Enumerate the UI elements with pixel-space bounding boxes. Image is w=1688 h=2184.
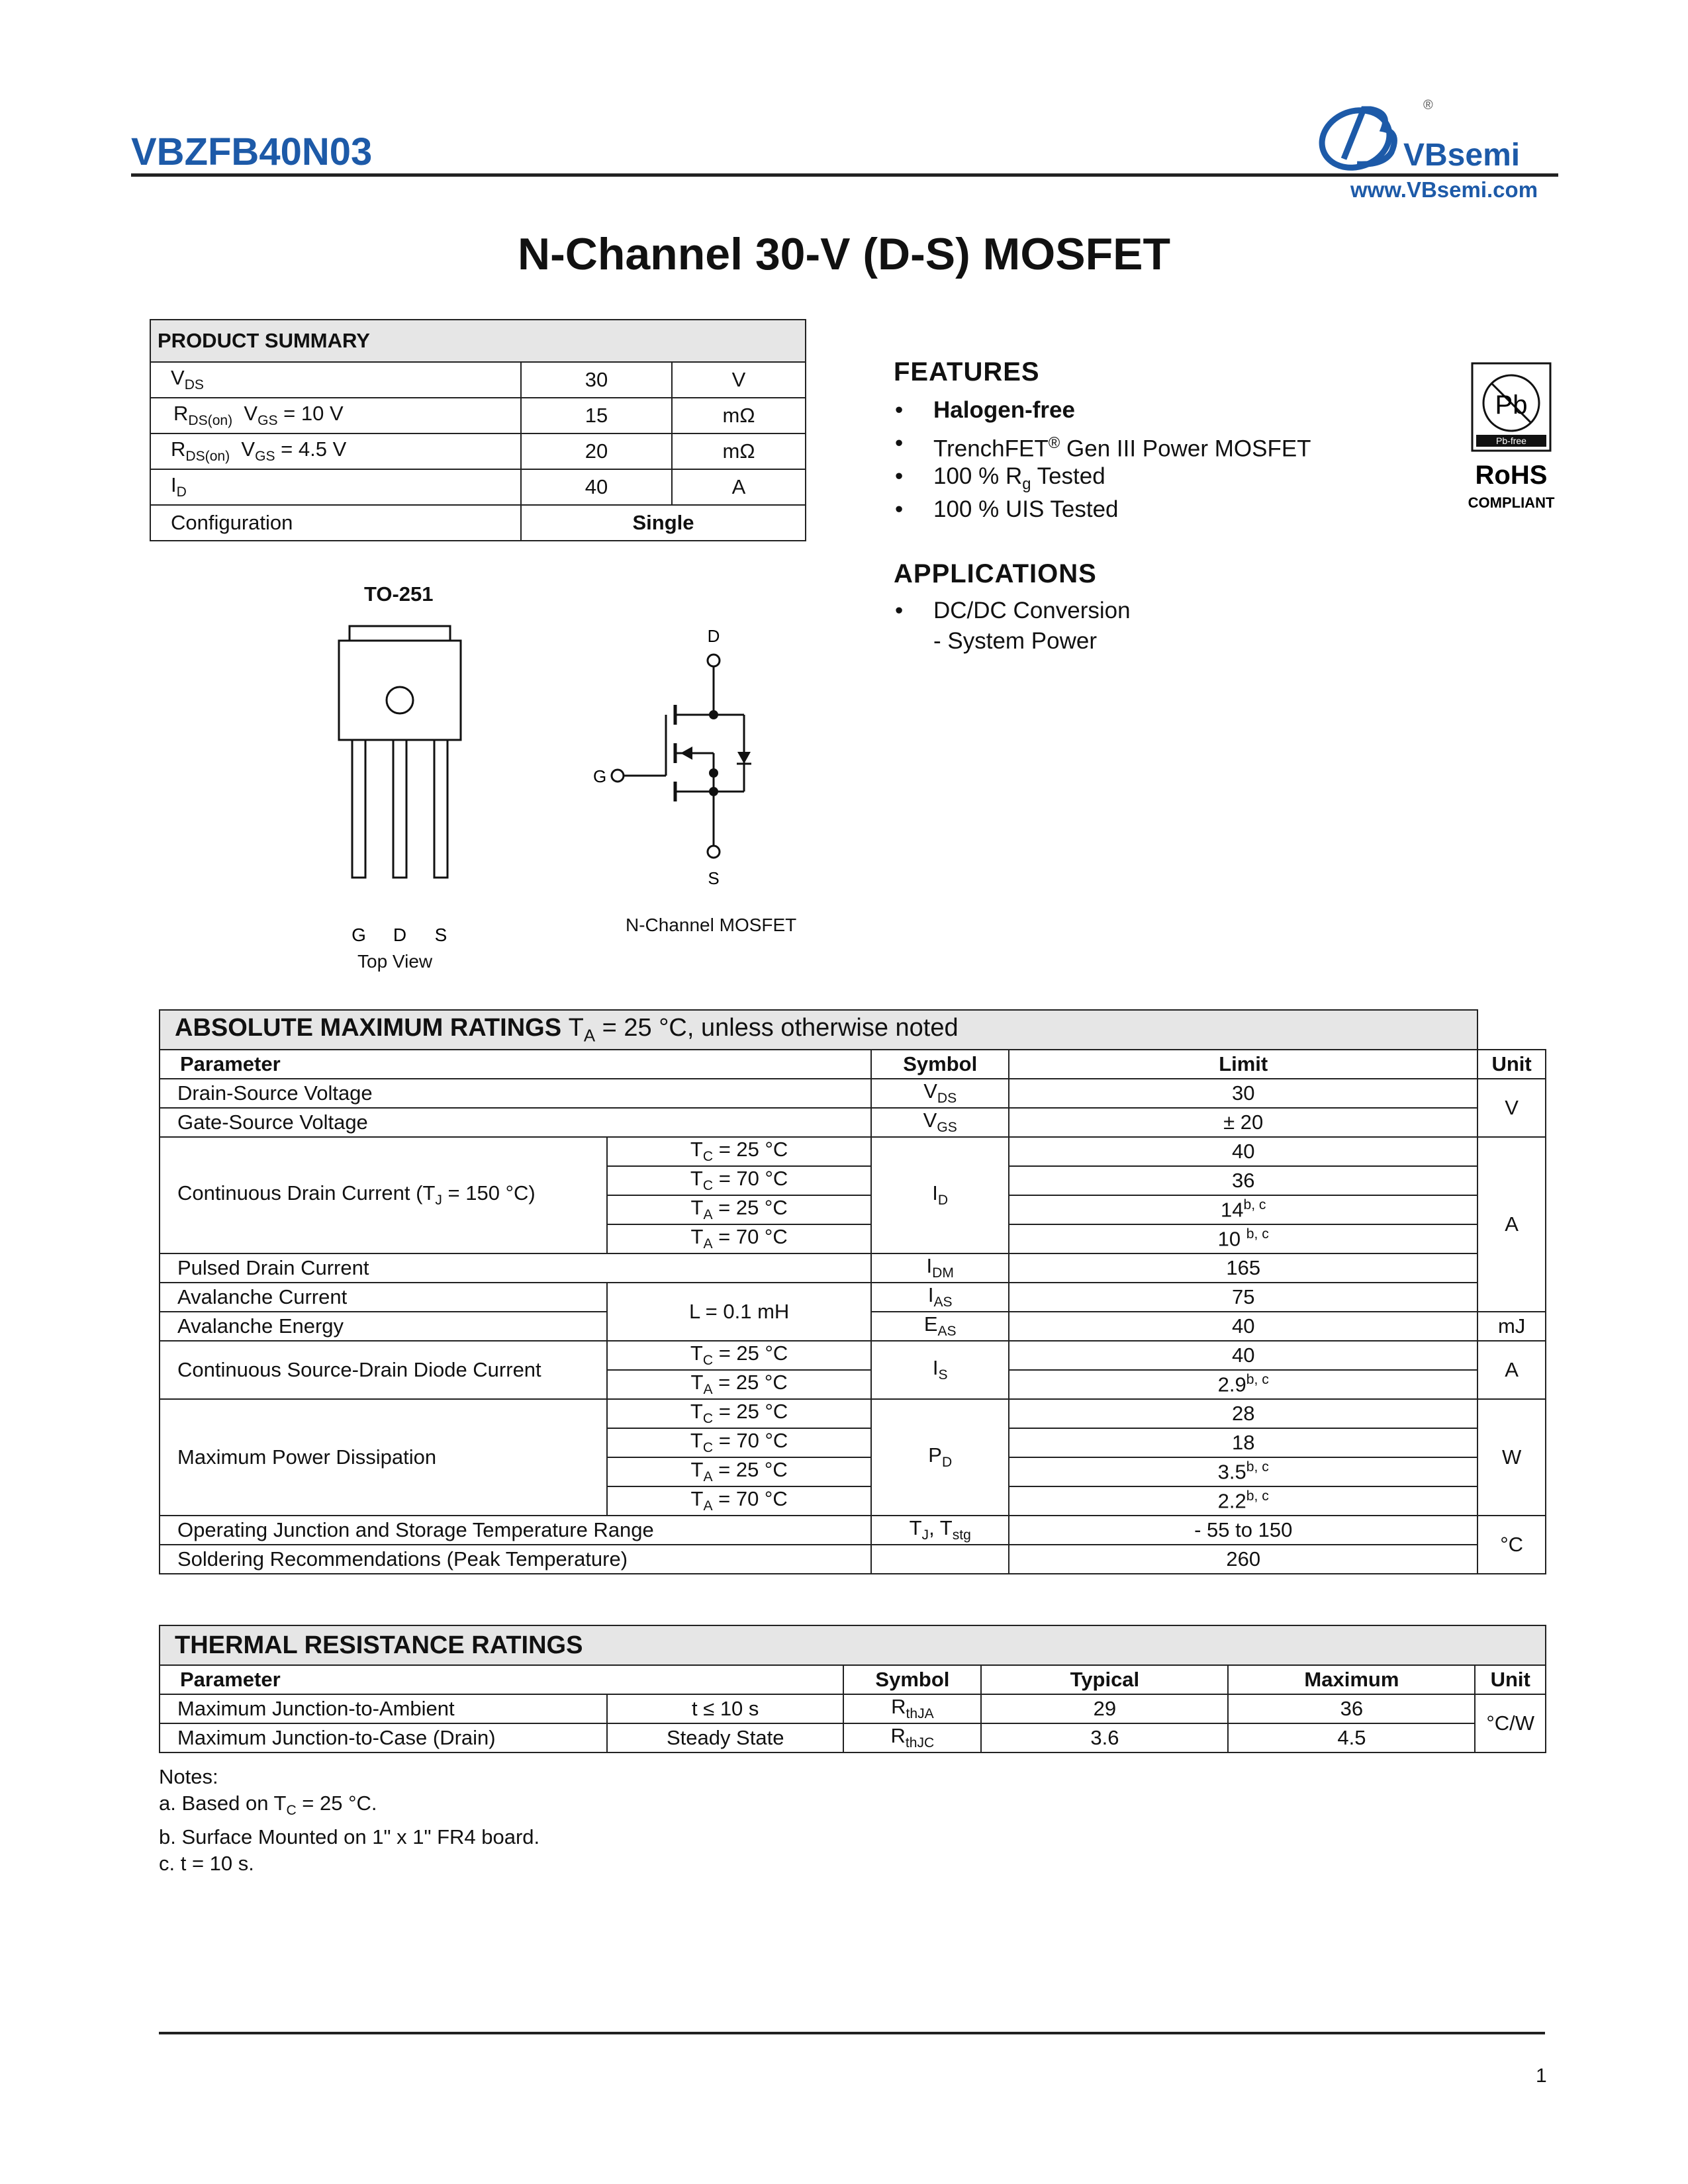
table-row: Soldering Recommendations (Peak Temperature) 260 [160, 1545, 1546, 1574]
thermal-resistance-table [159, 1625, 1546, 1753]
rohs-label: RoHS [1475, 461, 1548, 490]
mosfet-caption: N-Channel MOSFET [626, 915, 797, 935]
id-unit: A [672, 469, 806, 505]
table-row [150, 505, 806, 541]
footer-rule [159, 2032, 1545, 2034]
rds-10v-unit: mΩ [672, 398, 806, 433]
features-heading: FEATURES [894, 357, 1040, 387]
rds-4v5-unit: mΩ [672, 433, 806, 469]
table-row: $T_A = 25$ °C 14$^{b, c}$ [160, 1195, 1546, 1224]
table-row: $T_A = 70$ °C 2.2$^{b, c}$ [160, 1486, 1546, 1516]
table-row: Drain-Source Voltage $V_{DS}$ 30 V [160, 1079, 1546, 1108]
rohs-compliant: COMPLIANT [1468, 494, 1555, 511]
table-row: $T_A = 70$ °C 10 $^{b, c}$ [160, 1224, 1546, 1253]
thermal-heading: THERMAL RESISTANCE RATINGS [160, 1625, 1546, 1665]
config-label: Configuration [150, 505, 521, 541]
table-header-row: Parameter Symbol Limit Unit [160, 1050, 1546, 1079]
id-value: 40 [521, 469, 672, 505]
package-name: TO-251 [364, 582, 434, 606]
list-item: • 100 % UIS Tested [895, 496, 1119, 522]
table-header-row: Parameter Symbol Typical Maximum Unit [160, 1665, 1546, 1694]
table-row: Gate-Source Voltage $V_{GS}$ ± 20 [160, 1108, 1546, 1137]
website-link[interactable]: www.VBsemi.com [1350, 177, 1538, 202]
abs-max-heading: ABSOLUTE MAXIMUM RATINGS $T_A = 25$ °C, unless otherwise noted [160, 1010, 1477, 1050]
table-row: $R_{DS(on)}$ $V_{GS} = 10$ V 15 mΩ [150, 398, 806, 433]
page-number: 1 [1536, 2065, 1547, 2087]
gate-label: G [593, 766, 607, 786]
table-row: $V_{DS}$ 30 V [150, 362, 806, 398]
table-row: Pulsed Drain Current $I_{DM}$ 165 [160, 1253, 1546, 1283]
applications-heading: APPLICATIONS [894, 559, 1097, 588]
table-row: $I_D$ 40 A [150, 469, 806, 505]
table-row: Operating Junction and Storage Temperature Range $T_J$, $T_{stg}$ - 55 to 150 °C [160, 1516, 1546, 1545]
document-title: N-Channel 30-V (D-S) MOSFET [517, 229, 1171, 279]
pin-d-label: D [393, 925, 407, 945]
table-row: Maximum Junction-to-Ambient t ≤ 10 s $R_{thJA}$ 29 36 °C/W [160, 1694, 1546, 1723]
to251-package-drawing [331, 622, 477, 945]
product-summary-table [150, 319, 806, 541]
drain-label: D [707, 626, 720, 646]
table-row: Maximum Power Dissipation $T_C = 25$ °C $P_D$ 28 W [160, 1399, 1546, 1428]
mosfet-schematic-symbol [576, 622, 814, 900]
table-row: Maximum Junction-to-Case (Drain) Steady State $R_{thJC}$ 3.6 4.5 [160, 1723, 1546, 1752]
list-item: • DC/DC Conversion [895, 598, 1131, 623]
table-row: $T_C = 70$ °C 36 [160, 1166, 1546, 1195]
rds-4v5-value: 20 [521, 433, 672, 469]
table-row: $T_A = 25$ °C 2.9$^{b, c}$ [160, 1370, 1546, 1399]
list-item: • Halogen-free [895, 397, 1075, 423]
list-item: • TrenchFET® Gen III Power MOSFET [895, 430, 1311, 462]
vbsemi-logo [1317, 93, 1582, 179]
applications-list [895, 596, 1425, 657]
notes: Notes: a. Based on $T_C = 25$ °C. b. Surface Mounted on 1" x 1" FR4 board. c. t = 10 s. [159, 1765, 540, 1876]
part-number: VBZFB40N03 [131, 130, 373, 173]
table-row: Avalanche Energy $E_{AS}$ 40 mJ [160, 1312, 1546, 1341]
top-view-label: Top View [357, 951, 433, 972]
pb-symbol: Pb [1495, 390, 1528, 420]
pin-s-label: S [434, 925, 447, 945]
pb-free-label: Pb-free [1496, 435, 1526, 446]
list-item: • 100 % $R_g$ Tested [895, 463, 1105, 493]
table-row: $T_A = 25$ °C 3.5$^{b, c}$ [160, 1457, 1546, 1486]
rds-10v-value: 15 [521, 398, 672, 433]
list-item: - System Power [933, 628, 1097, 654]
brand-name: VBsemi [1403, 138, 1521, 173]
table-row: $T_C = 70$ °C 18 [160, 1428, 1546, 1457]
rohs-badge [1470, 361, 1556, 520]
vds-value: 30 [521, 362, 672, 398]
source-label: S [708, 868, 720, 888]
table-row: Avalanche Current L = 0.1 mH $I_{AS}$ 75 [160, 1283, 1546, 1312]
features-list [895, 394, 1425, 526]
table-row: $R_{DS(on)}$ $V_{GS} = 4.5$ V 20 mΩ [150, 433, 806, 469]
registered-mark: ® [1423, 98, 1433, 113]
pin-g-label: G [352, 925, 366, 945]
table-row: Continuous Source-Drain Diode Current $T_C = 25$ °C $I_S$ 40 A [160, 1341, 1546, 1370]
product-summary-heading: PRODUCT SUMMARY [150, 320, 806, 362]
vds-unit: V [672, 362, 806, 398]
config-value: Single [521, 505, 806, 541]
table-row: Continuous Drain Current ($T_J = 150$ °C) $T_C = 25$ °C $I_D$ 40 A [160, 1137, 1546, 1166]
absolute-maximum-ratings-table [159, 1009, 1546, 1574]
